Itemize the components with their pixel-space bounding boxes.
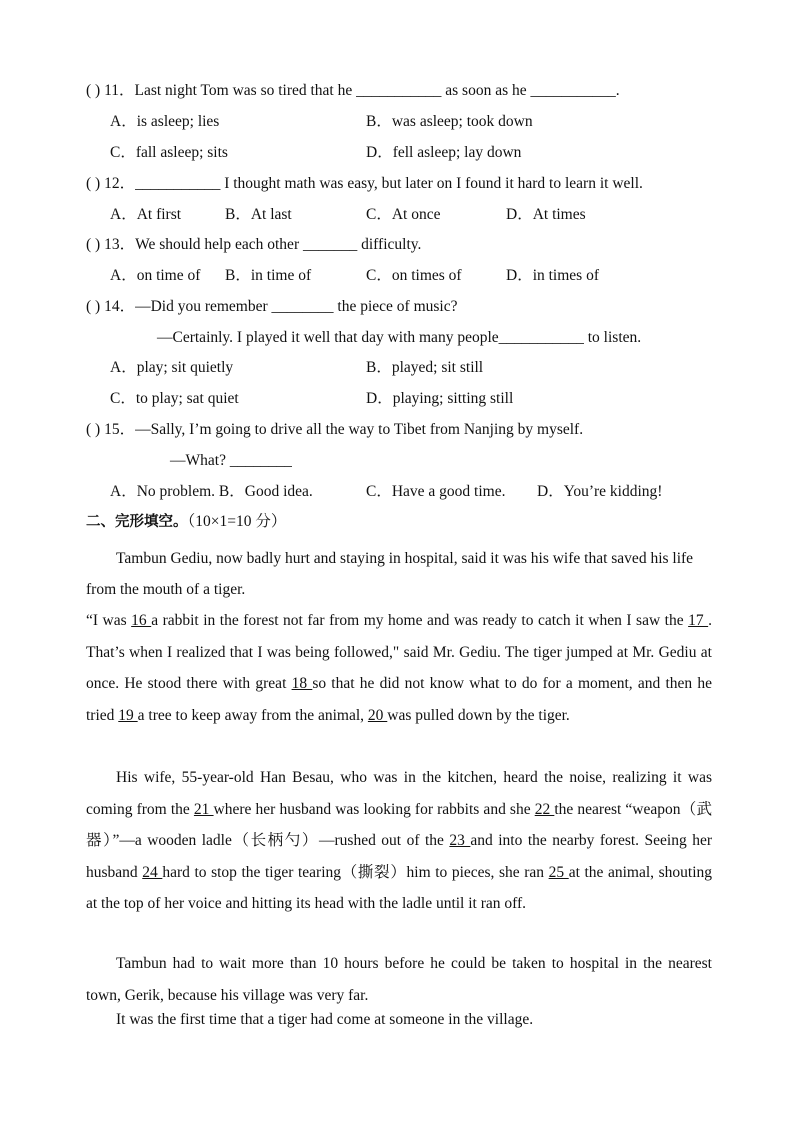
passage-text: where her husband was looking for rabbits and she — [213, 800, 535, 818]
question-15-stem: ( ) 15．—Sally, I’m going to drive all the way to Tibet from Nanjing by myself. — [86, 421, 584, 438]
blank-19: 19 — [118, 706, 138, 724]
passage-paragraph-3 — [86, 762, 712, 920]
question-14-reply: —Certainly. I played it well that day with many people___________ to listen. — [157, 329, 642, 346]
passage-paragraph-2 — [86, 605, 712, 731]
passage-text: the nearest “weapon（武器）”—a wooden ladle（长柄勺）—rushed out of the — [86, 800, 712, 849]
blank-17: 17 — [688, 612, 709, 629]
passage-text: a tree to keep away from the animal, — [137, 706, 368, 724]
blank-23: 23 — [449, 832, 471, 849]
question-13-stem: ( ) 13．We should help each other _______ difficulty. — [86, 236, 422, 253]
blank-21: 21 — [193, 800, 214, 818]
question-15-option-d: D．You’re kidding! — [537, 483, 663, 500]
section-2-title: 二、完形填空。 — [86, 514, 188, 530]
passage-text: His wife, 55-year-old Han Besau, who was in the kitchen, heard the noise, realizing it was coming from the — [86, 769, 712, 818]
question-13-option-d: D．in times of — [506, 267, 599, 284]
blank-16: 16 — [131, 612, 152, 629]
passage-paragraph-4: Tambun had to wait more than 10 hours before he could be taken to hospital in the nearest town, Gerik, because his village was very far. — [86, 955, 712, 1004]
question-14-option-c: C．to play; sat quiet — [110, 390, 239, 407]
question-11-option-d: D．fell asleep; lay down — [366, 144, 522, 161]
passage-text: and into the nearby forest. Seeing her husband — [86, 832, 712, 881]
question-14-option-d: D．playing; sitting still — [366, 390, 514, 407]
passage-text: hard to stop the tiger tearing（撕裂）him to pieces, she ran — [162, 863, 549, 881]
question-11-option-b: B．was asleep; took down — [366, 113, 533, 130]
question-12-option-c: C．At once — [366, 206, 441, 223]
question-13-option-a: A．on time of — [110, 267, 201, 284]
question-15-option-ab: A．No problem. B．Good idea. — [110, 483, 313, 500]
passage-paragraph-1: Tambun Gediu, now badly hurt and staying in hospital, said it was his wife that saved his life from the mouth of a tiger. — [86, 550, 694, 598]
passage-text: . That’s when I realized that I was being followed," said Mr. Gediu. The tiger jumped at Mr. Gediu at once. He stood there with great — [86, 612, 713, 692]
question-11-stem: ( ) 11．Last night Tom was so tired that he ___________ as soon as he ___________. — [86, 82, 620, 99]
passage-paragraph-5: It was the first time that a tiger had come at someone in the village. — [116, 1011, 534, 1028]
passage-text: a rabbit in the forest not far from my home and was ready to catch it when I saw the — [151, 612, 689, 629]
question-14-option-b: B．played; sit still — [366, 359, 484, 376]
question-12-option-a: A．At first — [110, 206, 182, 223]
question-11-option-c: C．fall asleep; sits — [110, 144, 228, 161]
question-12-stem: ( ) 12．___________ I thought math was easy, but later on I found it hard to learn it well. — [86, 175, 643, 192]
question-13-option-b: B．in time of — [225, 267, 312, 284]
question-13-option-c: C．on times of — [366, 267, 462, 284]
question-12-option-d: D．At times — [506, 206, 586, 223]
question-12-option-b: B．At last — [225, 206, 292, 223]
question-14-option-a: A．play; sit quietly — [110, 359, 234, 376]
blank-20: 20 — [367, 706, 388, 724]
blank-18: 18 — [291, 675, 313, 692]
passage-text: at the animal, shouting at the top of her voice and hitting its head with the ladle until it ran off. — [86, 863, 712, 912]
question-15-option-c: C．Have a good time. — [366, 483, 506, 500]
section-2-score: （10×1=10 分） — [187, 513, 287, 530]
question-14-stem: ( ) 14．—Did you remember ________ the piece of music? — [86, 298, 458, 315]
section-2-heading — [86, 512, 286, 532]
blank-22: 22 — [534, 800, 555, 818]
passage-text: “I was — [86, 612, 132, 629]
blank-24: 24 — [142, 863, 163, 881]
blank-25: 25 — [548, 863, 569, 881]
passage-text: so that he did not know what to do for a moment, and then he tried — [86, 675, 713, 724]
question-11-option-a: A．is asleep; lies — [110, 113, 220, 130]
question-15-reply: —What? ________ — [170, 452, 292, 469]
passage-text: was pulled down by the tiger. — [387, 706, 570, 724]
